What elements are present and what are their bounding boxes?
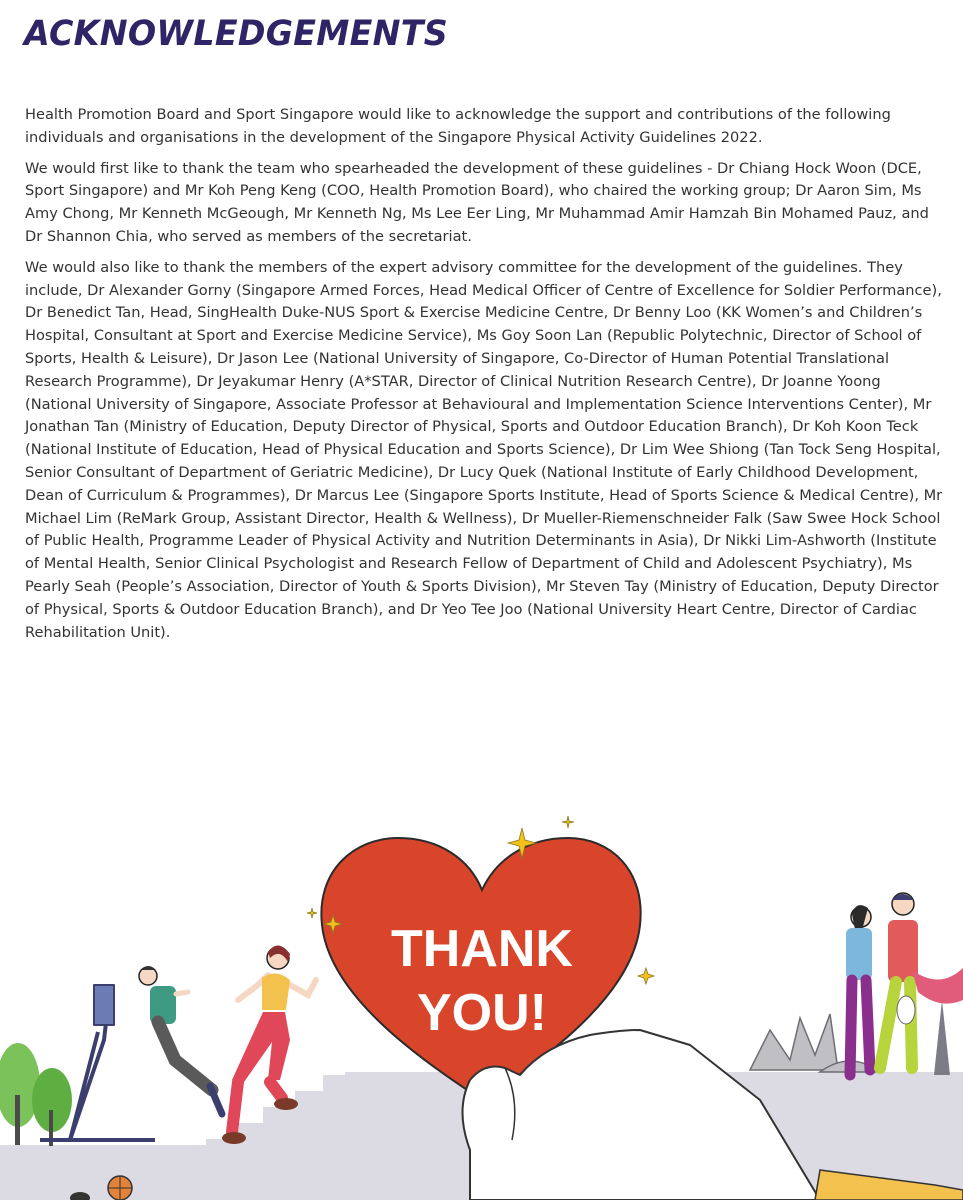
page-title: ACKNOWLEDGEMENTS <box>24 14 448 54</box>
tree-icon <box>0 1043 72 1146</box>
body-text <box>25 104 945 652</box>
supertree-icon <box>912 968 963 1075</box>
thank-you-illustration <box>0 800 963 1200</box>
heart-line-you: YOU! <box>417 984 547 1042</box>
building-icon <box>750 1014 880 1072</box>
heart-line-thank: THANK <box>391 920 573 978</box>
runner-man-icon <box>139 966 222 1114</box>
committee-paragraph: We would also like to thank the members of the expert advisory committee for the development of the guidelines. They include, Dr Alexander Gorny (Singapore Armed Forces, Head Medical Officer of Centre of Excellence for Soldier Performance), Dr Benedict Tan, Head, SingHealth Duke-NUS Sport & Exercise Medicine Centre, Dr Benny Loo (KK Women’s and Children’s Hospital, Consultant at Sport and Exercise Medicine Service), Ms Goy Soon Lan (Republic Polytechnic, Director of School of Sports, Health & Leisure), Dr Jason Lee (National University of Singapore, Co-Director of Human Potential Translational Research Programme), Dr Jeyakumar Henry (A*STAR, Director of Clinical Nutrition Research Centre), Dr Joanne Yoong (National University of Singapore, Associate Professor at Behavioural and Implementation Science Interventions Center), Mr Jonathan Tan (Ministry of Education, Deputy Director of Physical, Sports and Outdoor Education Branch), Dr Koh Koon Teck (National Institute of Education, Head of Physical Education and Sports Science), Dr Lim Wee Shiong (Tan Tock Seng Hospital, Senior Consultant of Department of Geriatric Medicine), Dr Lucy Quek (National Institute of Early Childhood Development, Dean of Curriculum & Programmes), Dr Marcus Lee (Singapore Sports Institute, Head of Sports Science & Medical Centre), Mr Michael Lim (ReMark Group, Assistant Director, Health & Wellness), Dr Mueller-Riemenschneider Falk (Saw Swee Hock School of Public Health, Programme Leader of Physical Activity and Nutrition Determinants in Asia), Dr Nikki Lim-Ashworth (Institute of Mental Health, Senior Clinical Psychologist and Research Fellow of Department of Child and Adolescent Psychiatry), Ms Pearly Seah (People’s Association, Director of Youth & Sports Division), Mr Steven Tay (Ministry of Education, Deputy Director of Physical, Sports & Outdoor Education Branch), and Dr Yeo Tee Joo (National University Heart Centre, Director of Cardiac Rehabilitation Unit). <box>25 258 943 641</box>
walking-couple-icon <box>846 893 918 1075</box>
intro-paragraph: Health Promotion Board and Sport Singapore would like to acknowledge the support and contributions of the following individuals and organisations in the development of the Singapore Physical Activity Guidelines 2022. <box>25 106 891 146</box>
team-paragraph: We would first like to thank the team who spearheaded the development of these guidelines - Dr Chiang Hock Woon (DCE, Sport Singapore) and Mr Koh Peng Keng (COO, Health Promotion Board), who chaired the working group; Dr Aaron Sim, Ms Amy Chong, Mr Kenneth McGeough, Mr Kenneth Ng, Ms Lee Eer Ling, Mr Muhammad Amir Hamzah Bin Mohamed Pauz, and Dr Shannon Chia, who served as members of the secretariat. <box>25 159 929 245</box>
